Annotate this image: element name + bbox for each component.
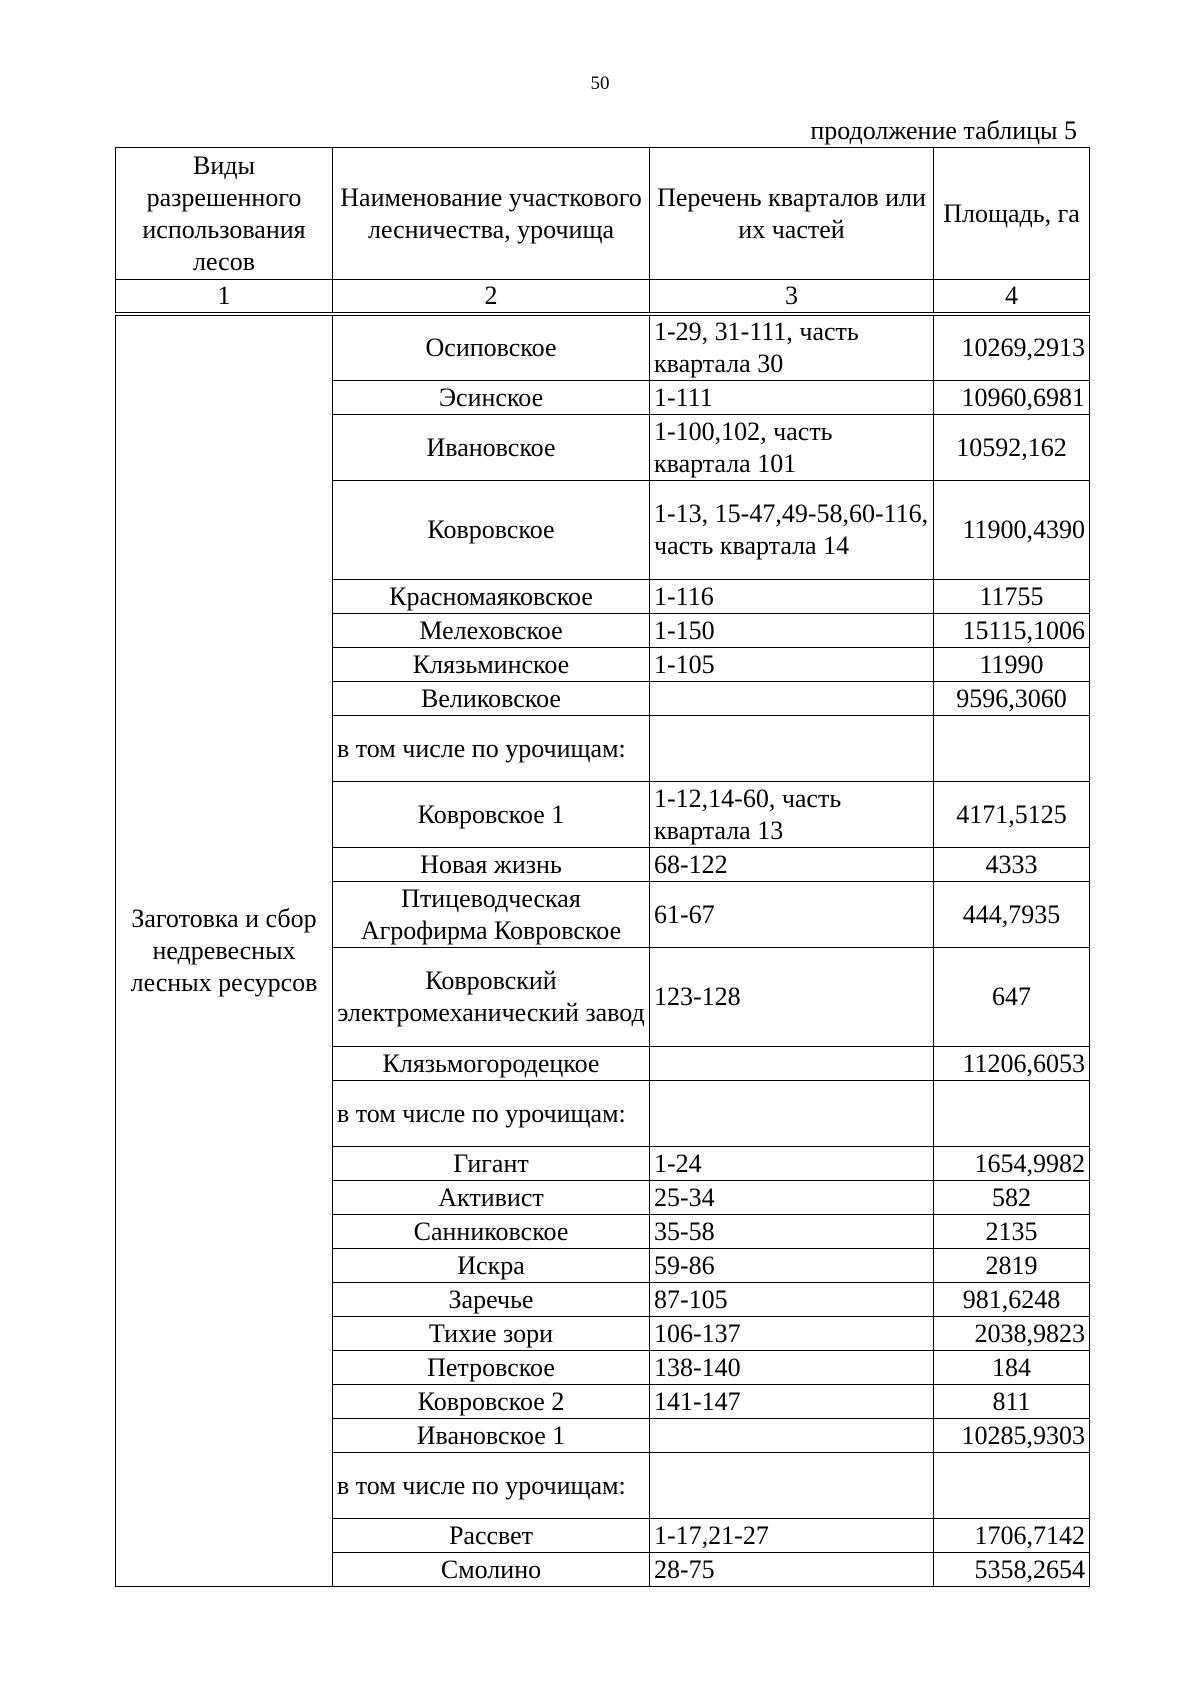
forestry-name-cell: Ковровское: [333, 481, 650, 580]
forestry-name-cell: Мелеховское: [333, 614, 650, 648]
area-cell: 5358,2654: [934, 1553, 1090, 1587]
area-cell: 11900,4390: [934, 481, 1090, 580]
area-cell: 10592,162: [934, 415, 1090, 481]
column-number: 3: [650, 280, 934, 315]
quarters-cell: 1-105: [650, 648, 934, 682]
quarters-cell: 1-13, 15-47,49-58,60-116, часть квартала 14: [650, 481, 934, 580]
forestry-name-cell: Птицеводческая Агрофирма Ковровское: [333, 882, 650, 948]
area-cell: 15115,1006: [934, 614, 1090, 648]
area-cell: 1654,9982: [934, 1147, 1090, 1181]
column-number: 2: [333, 280, 650, 315]
header-quarters: Перечень кварталов или их частей: [650, 148, 934, 280]
quarters-cell: [650, 716, 934, 782]
area-cell: 811: [934, 1385, 1090, 1419]
area-cell: [934, 1081, 1090, 1147]
forestry-name-cell: Ковровское 2: [333, 1385, 650, 1419]
area-cell: 9596,3060: [934, 682, 1090, 716]
forestry-name-cell: Санниковское: [333, 1215, 650, 1249]
quarters-cell: [650, 1047, 934, 1081]
forestry-name-cell: Эсинское: [333, 381, 650, 415]
quarters-cell: 138-140: [650, 1351, 934, 1385]
header-area: Площадь, га: [934, 148, 1090, 280]
forestry-name-cell: Красномаяковское: [333, 580, 650, 614]
quarters-cell: 28-75: [650, 1553, 934, 1587]
quarters-cell: 59-86: [650, 1249, 934, 1283]
area-cell: [934, 716, 1090, 782]
area-cell: 647: [934, 948, 1090, 1047]
forest-use-table: [115, 147, 1090, 1587]
forestry-name-cell: Клязьминское: [333, 648, 650, 682]
area-cell: 444,7935: [934, 882, 1090, 948]
area-cell: 2135: [934, 1215, 1090, 1249]
quarters-cell: 1-17,21-27: [650, 1519, 934, 1553]
subtotal-label-cell: в том числе по урочищам:: [333, 716, 650, 782]
subtotal-label-cell: в том числе по урочищам:: [333, 1453, 650, 1519]
quarters-cell: 1-150: [650, 614, 934, 648]
quarters-cell: 87-105: [650, 1283, 934, 1317]
forestry-name-cell: Активист: [333, 1181, 650, 1215]
forestry-name-cell: Тихие зори: [333, 1317, 650, 1351]
forestry-name-cell: Рассвет: [333, 1519, 650, 1553]
forestry-name-cell: Осиповское: [333, 314, 650, 381]
forestry-name-cell: Искра: [333, 1249, 650, 1283]
forestry-name-cell: Клязьмогородецкое: [333, 1047, 650, 1081]
quarters-cell: 1-100,102, часть квартала 101: [650, 415, 934, 481]
area-cell: 2038,9823: [934, 1317, 1090, 1351]
quarters-cell: [650, 1419, 934, 1453]
subtotal-label-cell: в том числе по урочищам:: [333, 1081, 650, 1147]
use-type-cell: Заготовка и сбор недревесных лесных ресурсов: [116, 314, 333, 1587]
quarters-cell: 1-12,14-60, часть квартала 13: [650, 782, 934, 848]
page-number: 50: [590, 73, 610, 94]
quarters-cell: [650, 1453, 934, 1519]
area-cell: 981,6248: [934, 1283, 1090, 1317]
forestry-name-cell: Ковровский электромеханический завод: [333, 948, 650, 1047]
area-cell: [934, 1453, 1090, 1519]
forestry-name-cell: Великовское: [333, 682, 650, 716]
area-cell: 184: [934, 1351, 1090, 1385]
table-row: [116, 314, 1090, 381]
area-cell: 10285,9303: [934, 1419, 1090, 1453]
area-cell: 11990: [934, 648, 1090, 682]
area-cell: 4333: [934, 848, 1090, 882]
quarters-cell: 106-137: [650, 1317, 934, 1351]
quarters-cell: [650, 682, 934, 716]
forestry-name-cell: Ивановское: [333, 415, 650, 481]
area-cell: 10960,6981: [934, 381, 1090, 415]
quarters-cell: 1-29, 31-111, часть квартала 30: [650, 314, 934, 381]
header-row: [116, 148, 1090, 280]
header-forestry-name: Наименование участкового лесничества, урочища: [333, 148, 650, 280]
column-number: 1: [116, 280, 333, 315]
forestry-name-cell: Петровское: [333, 1351, 650, 1385]
area-cell: 11206,6053: [934, 1047, 1090, 1081]
header-use-type: Виды разрешенного использования лесов: [116, 148, 333, 280]
quarters-cell: 25-34: [650, 1181, 934, 1215]
forestry-name-cell: Ковровское 1: [333, 782, 650, 848]
forestry-name-cell: Гигант: [333, 1147, 650, 1181]
area-cell: 2819: [934, 1249, 1090, 1283]
quarters-cell: 35-58: [650, 1215, 934, 1249]
column-number-row: [116, 280, 1090, 315]
quarters-cell: 61-67: [650, 882, 934, 948]
quarters-cell: 1-116: [650, 580, 934, 614]
forestry-name-cell: Заречье: [333, 1283, 650, 1317]
quarters-cell: [650, 1081, 934, 1147]
area-cell: 4171,5125: [934, 782, 1090, 848]
area-cell: 11755: [934, 580, 1090, 614]
forestry-name-cell: Новая жизнь: [333, 848, 650, 882]
area-cell: 1706,7142: [934, 1519, 1090, 1553]
quarters-cell: 1-24: [650, 1147, 934, 1181]
column-number: 4: [934, 280, 1090, 315]
area-cell: 10269,2913: [934, 314, 1090, 381]
quarters-cell: 1-111: [650, 381, 934, 415]
table-continuation-label: продолжение таблицы 5: [810, 116, 1077, 145]
quarters-cell: 141-147: [650, 1385, 934, 1419]
forestry-name-cell: Смолино: [333, 1553, 650, 1587]
quarters-cell: 68-122: [650, 848, 934, 882]
forestry-name-cell: Ивановское 1: [333, 1419, 650, 1453]
quarters-cell: 123-128: [650, 948, 934, 1047]
area-cell: 582: [934, 1181, 1090, 1215]
